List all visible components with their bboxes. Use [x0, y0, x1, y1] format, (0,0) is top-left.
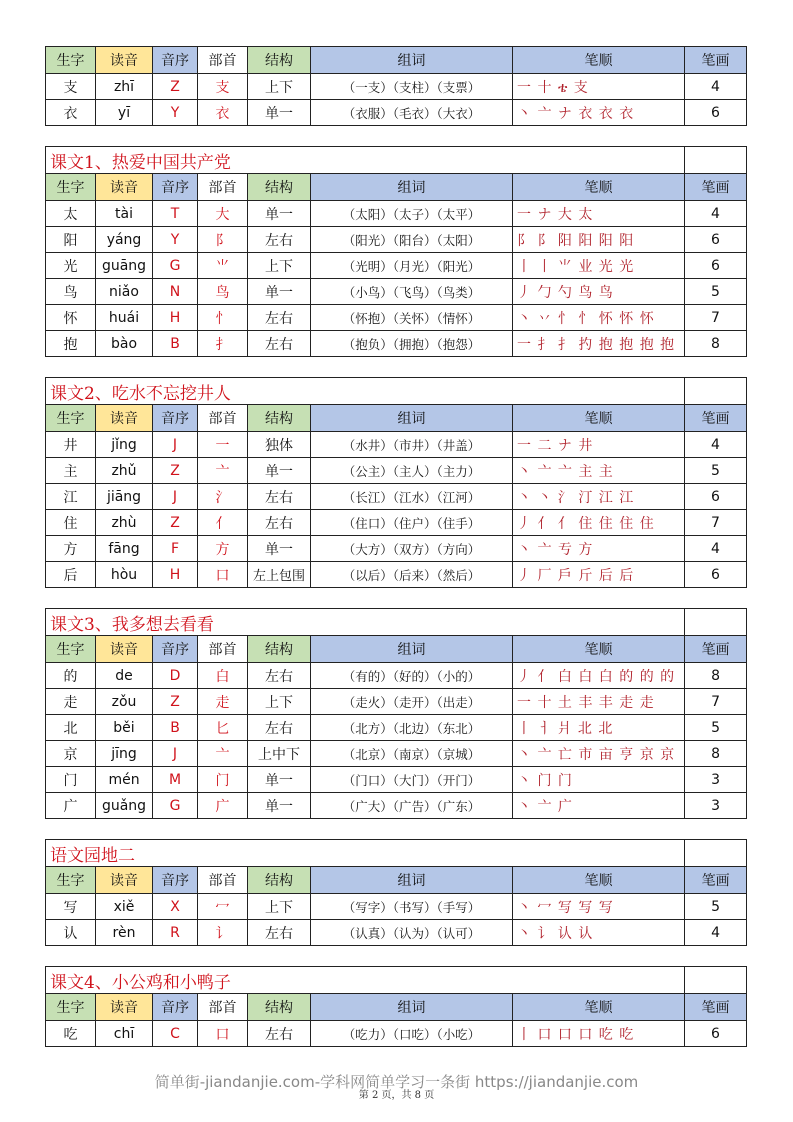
radical-cell: 走: [198, 689, 248, 715]
radical-cell: 支: [198, 74, 248, 100]
stroke-order-cell: 阝 阝 阳 阳 阳 阳: [513, 227, 685, 253]
pinyin-cell: jiāng: [96, 484, 153, 510]
structure-cell: 单一: [248, 279, 311, 305]
column-header: 笔顺: [513, 994, 685, 1021]
character-cell: 方: [46, 536, 96, 562]
table-row: [46, 305, 747, 331]
stroke-count-cell: 5: [685, 894, 747, 920]
pinyin-cell: fāng: [96, 536, 153, 562]
radical-cell: 匕: [198, 715, 248, 741]
column-header: 读音: [96, 405, 153, 432]
stroke-count-cell: 5: [685, 279, 747, 305]
column-header: 生字: [46, 994, 96, 1021]
structure-cell: 单一: [248, 767, 311, 793]
page-number: 第 2 页，共 8 页: [358, 1090, 435, 1101]
initial-letter-cell: H: [153, 305, 198, 331]
initial-letter-cell: Z: [153, 74, 198, 100]
stroke-count-cell: 4: [685, 74, 747, 100]
pinyin-cell: niǎo: [96, 279, 153, 305]
column-header: 音序: [153, 405, 198, 432]
word-groups-cell: （走火）（走开）（出走）: [311, 689, 513, 715]
stroke-order-cell: 一 十 ቴ 支: [513, 74, 685, 100]
character-table: [45, 377, 747, 588]
column-header: 笔顺: [513, 174, 685, 201]
pinyin-cell: de: [96, 663, 153, 689]
character-cell: 住: [46, 510, 96, 536]
column-header: 结构: [248, 174, 311, 201]
initial-letter-cell: G: [153, 793, 198, 819]
initial-letter-cell: Y: [153, 227, 198, 253]
radical-cell: 亠: [198, 741, 248, 767]
column-header: 笔画: [685, 405, 747, 432]
structure-cell: 左右: [248, 1021, 311, 1047]
column-header: 结构: [248, 636, 311, 663]
initial-letter-cell: Y: [153, 100, 198, 126]
pinyin-cell: guāng: [96, 253, 153, 279]
empty-cell: [685, 609, 747, 636]
initial-letter-cell: J: [153, 741, 198, 767]
word-groups-cell: （光明）（月光）（阳光）: [311, 253, 513, 279]
stroke-count-cell: 3: [685, 767, 747, 793]
pinyin-cell: běi: [96, 715, 153, 741]
radical-cell: 一: [198, 432, 248, 458]
column-header: 音序: [153, 867, 198, 894]
radical-cell: 方: [198, 536, 248, 562]
structure-cell: 单一: [248, 100, 311, 126]
table-row: [46, 741, 747, 767]
initial-letter-cell: J: [153, 484, 198, 510]
stroke-order-cell: 丶 冖 写 写 写: [513, 894, 685, 920]
table-row: [46, 201, 747, 227]
word-groups-cell: （北方）（北边）（东北）: [311, 715, 513, 741]
character-cell: 江: [46, 484, 96, 510]
initial-letter-cell: D: [153, 663, 198, 689]
character-cell: 吃: [46, 1021, 96, 1047]
radical-cell: 讠: [198, 920, 248, 946]
column-header: 笔画: [685, 867, 747, 894]
structure-cell: 左右: [248, 920, 311, 946]
column-header: 组词: [311, 174, 513, 201]
word-groups-cell: （长江）（江水）（江河）: [311, 484, 513, 510]
character-cell: 京: [46, 741, 96, 767]
structure-cell: 左右: [248, 715, 311, 741]
pinyin-cell: hòu: [96, 562, 153, 588]
structure-cell: 左右: [248, 510, 311, 536]
stroke-count-cell: 8: [685, 741, 747, 767]
structure-cell: 独体: [248, 432, 311, 458]
radical-cell: 口: [198, 562, 248, 588]
stroke-count-cell: 6: [685, 227, 747, 253]
character-cell: 衣: [46, 100, 96, 126]
stroke-order-cell: 丿 亻 亻 住 住 住 住: [513, 510, 685, 536]
stroke-count-cell: 6: [685, 562, 747, 588]
stroke-count-cell: 8: [685, 331, 747, 357]
column-header: 笔顺: [513, 636, 685, 663]
column-header: 结构: [248, 994, 311, 1021]
column-header: 音序: [153, 994, 198, 1021]
stroke-order-cell: 丶 丷 忄 忄 怀 怀 怀: [513, 305, 685, 331]
word-groups-cell: （有的）（好的）（小的）: [311, 663, 513, 689]
character-cell: 走: [46, 689, 96, 715]
structure-cell: 左右: [248, 484, 311, 510]
structure-cell: 上中下: [248, 741, 311, 767]
initial-letter-cell: N: [153, 279, 198, 305]
character-cell: 怀: [46, 305, 96, 331]
column-header: 笔画: [685, 994, 747, 1021]
column-header: 部首: [198, 47, 248, 74]
structure-cell: 左右: [248, 227, 311, 253]
word-groups-cell: （抱负）（拥抱）（抱怨）: [311, 331, 513, 357]
stroke-count-cell: 6: [685, 253, 747, 279]
column-header: 读音: [96, 636, 153, 663]
initial-letter-cell: H: [153, 562, 198, 588]
pinyin-cell: jīng: [96, 741, 153, 767]
initial-letter-cell: B: [153, 715, 198, 741]
initial-letter-cell: C: [153, 1021, 198, 1047]
initial-letter-cell: Z: [153, 689, 198, 715]
column-header: 音序: [153, 636, 198, 663]
radical-cell: 氵: [198, 484, 248, 510]
stroke-order-cell: 丶 亠 亡 市 亩 亨 京 京: [513, 741, 685, 767]
stroke-order-cell: 丿 勹 勺 鸟 鸟: [513, 279, 685, 305]
watermark-footer: 简单街-jiandanjie.com-学科网简单学习一条街 https://jiandanjie.com: [154, 1073, 639, 1091]
character-table: [45, 966, 747, 1047]
stroke-order-cell: 丶 亠 亠 主 主: [513, 458, 685, 484]
stroke-count-cell: 6: [685, 484, 747, 510]
stroke-order-cell: 丨 口 口 口 吃 吃: [513, 1021, 685, 1047]
stroke-count-cell: 5: [685, 458, 747, 484]
initial-letter-cell: R: [153, 920, 198, 946]
initial-letter-cell: Z: [153, 510, 198, 536]
table-row: [46, 1021, 747, 1047]
word-groups-cell: （公主）（主人）（主力）: [311, 458, 513, 484]
radical-cell: 亠: [198, 458, 248, 484]
table-row: [46, 253, 747, 279]
column-header: 笔画: [685, 47, 747, 74]
column-header: 生字: [46, 174, 96, 201]
lesson-title: 课文1、热爱中国共产党: [46, 147, 685, 174]
stroke-count-cell: 6: [685, 100, 747, 126]
stroke-count-cell: 7: [685, 689, 747, 715]
column-header: 笔顺: [513, 47, 685, 74]
word-groups-cell: （吃力）（口吃）（小吃）: [311, 1021, 513, 1047]
radical-cell: 门: [198, 767, 248, 793]
table-row: [46, 100, 747, 126]
word-groups-cell: （怀抱）（关怀）（情怀）: [311, 305, 513, 331]
radical-cell: 亻: [198, 510, 248, 536]
table-row: [46, 793, 747, 819]
character-cell: 阳: [46, 227, 96, 253]
column-header: 生字: [46, 47, 96, 74]
column-header: 生字: [46, 867, 96, 894]
radical-cell: 阝: [198, 227, 248, 253]
word-groups-cell: （小鸟）（飞鸟）（鸟类）: [311, 279, 513, 305]
column-header: 笔画: [685, 174, 747, 201]
word-groups-cell: （水井）（市井）（井盖）: [311, 432, 513, 458]
table-row: [46, 279, 747, 305]
stroke-order-cell: 一 十 土 丰 丰 走 走: [513, 689, 685, 715]
stroke-order-cell: 丿 亻 白 白 白 的 的 的: [513, 663, 685, 689]
table-row: [46, 663, 747, 689]
pinyin-cell: zhù: [96, 510, 153, 536]
character-cell: 支: [46, 74, 96, 100]
empty-cell: [685, 378, 747, 405]
word-groups-cell: （北京）（南京）（京城）: [311, 741, 513, 767]
structure-cell: 左右: [248, 331, 311, 357]
word-groups-cell: （写字）（书写）（手写）: [311, 894, 513, 920]
column-header: 读音: [96, 174, 153, 201]
column-header: 部首: [198, 174, 248, 201]
empty-cell: [685, 840, 747, 867]
character-cell: 后: [46, 562, 96, 588]
column-header: 部首: [198, 867, 248, 894]
stroke-order-cell: 丶 门 门: [513, 767, 685, 793]
stroke-count-cell: 3: [685, 793, 747, 819]
column-header: 组词: [311, 636, 513, 663]
stroke-order-cell: 丶 亠 广: [513, 793, 685, 819]
word-groups-cell: （太阳）（太子）（太平）: [311, 201, 513, 227]
word-groups-cell: （认真）（认为）（认可）: [311, 920, 513, 946]
stroke-count-cell: 5: [685, 715, 747, 741]
radical-cell: 白: [198, 663, 248, 689]
stroke-count-cell: 7: [685, 510, 747, 536]
initial-letter-cell: B: [153, 331, 198, 357]
column-header: 笔画: [685, 636, 747, 663]
stroke-count-cell: 4: [685, 920, 747, 946]
word-groups-cell: （住口）（住户）（住手）: [311, 510, 513, 536]
radical-cell: 广: [198, 793, 248, 819]
stroke-count-cell: 7: [685, 305, 747, 331]
character-cell: 门: [46, 767, 96, 793]
radical-cell: 大: [198, 201, 248, 227]
column-header: 音序: [153, 174, 198, 201]
pinyin-cell: zǒu: [96, 689, 153, 715]
stroke-count-cell: 6: [685, 1021, 747, 1047]
column-header: 结构: [248, 405, 311, 432]
column-header: 组词: [311, 994, 513, 1021]
initial-letter-cell: T: [153, 201, 198, 227]
stroke-order-cell: 丿 厂 戶 斤 后 后: [513, 562, 685, 588]
pinyin-cell: chī: [96, 1021, 153, 1047]
stroke-order-cell: 丨 丨 ⺌ 业 光 光: [513, 253, 685, 279]
stroke-order-cell: 一 ナ 大 太: [513, 201, 685, 227]
column-header: 组词: [311, 867, 513, 894]
stroke-count-cell: 4: [685, 432, 747, 458]
column-header: 读音: [96, 994, 153, 1021]
column-header: 读音: [96, 867, 153, 894]
lesson-title: 课文3、我多想去看看: [46, 609, 685, 636]
radical-cell: 口: [198, 1021, 248, 1047]
pinyin-cell: zhǔ: [96, 458, 153, 484]
pinyin-cell: xiě: [96, 894, 153, 920]
lesson-title: 语文园地二: [46, 840, 685, 867]
stroke-order-cell: 丨 ㅓ 爿 北 北: [513, 715, 685, 741]
stroke-order-cell: 丶 亠 亐 方: [513, 536, 685, 562]
table-row: [46, 562, 747, 588]
radical-cell: 扌: [198, 331, 248, 357]
character-table: [45, 46, 747, 126]
word-groups-cell: （衣服）（毛衣）（大衣）: [311, 100, 513, 126]
column-header: 读音: [96, 47, 153, 74]
stroke-order-cell: 丶 丶 氵 汀 江 江: [513, 484, 685, 510]
radical-cell: ⺌: [198, 253, 248, 279]
radical-cell: 衣: [198, 100, 248, 126]
radical-cell: 忄: [198, 305, 248, 331]
initial-letter-cell: M: [153, 767, 198, 793]
structure-cell: 单一: [248, 201, 311, 227]
structure-cell: 上下: [248, 74, 311, 100]
initial-letter-cell: G: [153, 253, 198, 279]
structure-cell: 单一: [248, 536, 311, 562]
column-header: 组词: [311, 47, 513, 74]
character-cell: 主: [46, 458, 96, 484]
word-groups-cell: （广大）（广告）（广东）: [311, 793, 513, 819]
structure-cell: 单一: [248, 458, 311, 484]
initial-letter-cell: J: [153, 432, 198, 458]
pinyin-cell: jǐng: [96, 432, 153, 458]
lesson-title: 课文4、小公鸡和小鸭子: [46, 967, 685, 994]
document: [45, 46, 746, 1067]
stroke-count-cell: 8: [685, 663, 747, 689]
stroke-order-cell: 一 扌 扌 扚 抱 抱 抱 抱: [513, 331, 685, 357]
column-header: 生字: [46, 405, 96, 432]
character-cell: 写: [46, 894, 96, 920]
initial-letter-cell: X: [153, 894, 198, 920]
column-header: 生字: [46, 636, 96, 663]
character-cell: 太: [46, 201, 96, 227]
word-groups-cell: （以后）（后来）（然后）: [311, 562, 513, 588]
table-row: [46, 894, 747, 920]
character-cell: 井: [46, 432, 96, 458]
table-row: [46, 536, 747, 562]
structure-cell: 上下: [248, 689, 311, 715]
column-header: 音序: [153, 47, 198, 74]
structure-cell: 上下: [248, 253, 311, 279]
stroke-count-cell: 4: [685, 201, 747, 227]
word-groups-cell: （大方）（双方）（方向）: [311, 536, 513, 562]
table-row: [46, 920, 747, 946]
table-row: [46, 432, 747, 458]
pinyin-cell: guǎng: [96, 793, 153, 819]
table-row: [46, 767, 747, 793]
lesson-title: 课文2、吃水不忘挖井人: [46, 378, 685, 405]
structure-cell: 左右: [248, 305, 311, 331]
column-header: 部首: [198, 405, 248, 432]
word-groups-cell: （阳光）（阳台）（太阳）: [311, 227, 513, 253]
table-row: [46, 74, 747, 100]
table-row: [46, 715, 747, 741]
empty-cell: [685, 147, 747, 174]
character-cell: 的: [46, 663, 96, 689]
table-row: [46, 331, 747, 357]
column-header: 部首: [198, 636, 248, 663]
pinyin-cell: huái: [96, 305, 153, 331]
character-table: [45, 608, 747, 819]
structure-cell: 左右: [248, 663, 311, 689]
column-header: 部首: [198, 994, 248, 1021]
word-groups-cell: （门口）（大门）（开门）: [311, 767, 513, 793]
column-header: 笔顺: [513, 867, 685, 894]
radical-cell: 冖: [198, 894, 248, 920]
table-row: [46, 484, 747, 510]
character-table: [45, 839, 747, 946]
structure-cell: 上下: [248, 894, 311, 920]
column-header: 组词: [311, 405, 513, 432]
character-cell: 北: [46, 715, 96, 741]
structure-cell: 单一: [248, 793, 311, 819]
character-cell: 鸟: [46, 279, 96, 305]
pinyin-cell: rèn: [96, 920, 153, 946]
table-row: [46, 227, 747, 253]
table-row: [46, 458, 747, 484]
pinyin-cell: yáng: [96, 227, 153, 253]
word-groups-cell: （一支）（支柱）（支票）: [311, 74, 513, 100]
table-row: [46, 510, 747, 536]
empty-cell: [685, 967, 747, 994]
character-cell: 光: [46, 253, 96, 279]
column-header: 结构: [248, 867, 311, 894]
character-cell: 抱: [46, 331, 96, 357]
column-header: 笔顺: [513, 405, 685, 432]
stroke-count-cell: 4: [685, 536, 747, 562]
initial-letter-cell: Z: [153, 458, 198, 484]
table-row: [46, 689, 747, 715]
stroke-order-cell: 丶 讠 认 认: [513, 920, 685, 946]
stroke-order-cell: 一 二 ナ 井: [513, 432, 685, 458]
initial-letter-cell: F: [153, 536, 198, 562]
column-header: 结构: [248, 47, 311, 74]
character-table: [45, 146, 747, 357]
pinyin-cell: yī: [96, 100, 153, 126]
character-cell: 广: [46, 793, 96, 819]
pinyin-cell: tài: [96, 201, 153, 227]
pinyin-cell: mén: [96, 767, 153, 793]
pinyin-cell: zhī: [96, 74, 153, 100]
radical-cell: 鸟: [198, 279, 248, 305]
character-cell: 认: [46, 920, 96, 946]
structure-cell: 左上包围: [248, 562, 311, 588]
stroke-order-cell: 丶 亠 ナ 衣 衣 衣: [513, 100, 685, 126]
pinyin-cell: bào: [96, 331, 153, 357]
